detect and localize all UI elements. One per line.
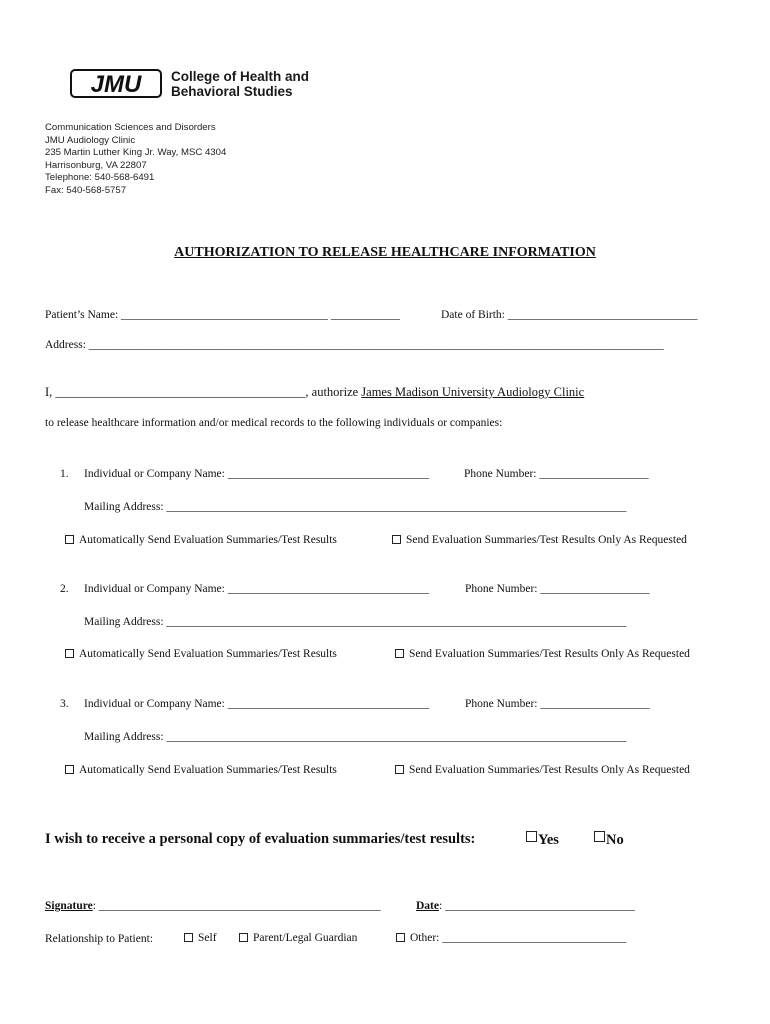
clinic-name: James Madison University Audiology Clinic xyxy=(361,385,585,399)
date-line[interactable]: : _________________________________ xyxy=(439,900,635,912)
recipient-mailing-field[interactable]: Mailing Address: ________________________________________________________________________________ xyxy=(84,501,627,513)
form-title: AUTHORIZATION TO RELEASE HEALTHCARE INFORMATION xyxy=(174,245,596,260)
recipient-mailing-field[interactable]: Mailing Address: ________________________________________________________________________________ xyxy=(84,731,627,743)
other-field[interactable]: Other: ________________________________ xyxy=(410,932,627,944)
recipient-name-field[interactable]: Individual or Company Name: ___________________________________ xyxy=(84,698,429,710)
recipient-phone-field[interactable]: Phone Number: ___________________ xyxy=(465,698,650,710)
clinic-address-block xyxy=(45,122,226,198)
relationship-label: Relationship to Patient: xyxy=(45,933,153,945)
requested-send-checkbox[interactable] xyxy=(395,649,404,658)
auto-send-option[interactable] xyxy=(65,534,337,546)
other-option[interactable] xyxy=(396,932,626,944)
recipient-mailing-field[interactable]: Mailing Address: ________________________________________________________________________________ xyxy=(84,616,627,628)
logo-wordmark: JMU xyxy=(90,71,142,98)
address-line: 235 Martin Luther King Jr. Way, MSC 4304 xyxy=(45,147,227,159)
yes-label: Yes xyxy=(538,832,559,848)
auto-send-checkbox[interactable] xyxy=(65,649,74,658)
recipient-name-field[interactable]: Individual or Company Name: ___________________________________ xyxy=(84,583,429,595)
address-line: JMU Audiology Clinic xyxy=(45,134,136,146)
guardian-option[interactable] xyxy=(239,932,357,944)
auto-send-label: Automatically Send Evaluation Summaries/Test Results xyxy=(79,648,337,660)
auto-send-checkbox[interactable] xyxy=(65,535,74,544)
release-statement: to release healthcare information and/or medical records to the following individuals or companies: xyxy=(45,417,503,429)
jmu-logo xyxy=(70,68,162,99)
yes-option[interactable] xyxy=(526,831,559,849)
auto-send-checkbox[interactable] xyxy=(65,765,74,774)
requested-send-option[interactable] xyxy=(392,534,687,546)
college-line-1: College of Health and xyxy=(171,69,310,84)
authorize-name-field[interactable]: I, ________________________________________, authorize xyxy=(45,385,359,399)
requested-send-checkbox[interactable] xyxy=(392,535,401,544)
requested-send-option[interactable] xyxy=(395,764,690,776)
auto-send-option[interactable] xyxy=(65,764,337,776)
recipient-number: 2. xyxy=(60,583,69,595)
recipient-number: 1. xyxy=(60,468,69,480)
guardian-checkbox[interactable] xyxy=(239,933,248,942)
requested-send-label: Send Evaluation Summaries/Test Results Only As Requested xyxy=(409,764,690,776)
date-label: Date xyxy=(416,900,439,912)
authorize-statement xyxy=(45,385,584,400)
guardian-label: Parent/Legal Guardian xyxy=(253,932,358,944)
recipient-phone-field[interactable]: Phone Number: ___________________ xyxy=(464,468,649,480)
self-checkbox[interactable] xyxy=(184,933,193,942)
college-line-2: Behavioral Studies xyxy=(171,84,293,99)
no-option[interactable] xyxy=(594,831,624,849)
other-checkbox[interactable] xyxy=(396,933,405,942)
requested-send-checkbox[interactable] xyxy=(395,765,404,774)
address-field[interactable]: Address: ____________________________________________________________________________________________________ xyxy=(45,339,664,351)
date-of-birth-field[interactable]: Date of Birth: _________________________________ xyxy=(441,309,698,321)
college-name xyxy=(171,69,309,99)
no-checkbox[interactable] xyxy=(594,831,605,842)
personal-copy-question: I wish to receive a personal copy of evaluation summaries/test results: xyxy=(45,831,476,847)
recipient-phone-field[interactable]: Phone Number: ___________________ xyxy=(465,583,650,595)
self-option[interactable] xyxy=(184,932,217,944)
requested-send-label: Send Evaluation Summaries/Test Results Only As Requested xyxy=(409,648,690,660)
address-line: Harrisonburg, VA 22807 xyxy=(45,159,147,171)
date-field[interactable] xyxy=(416,900,635,912)
recipient-name-field[interactable]: Individual or Company Name: ___________________________________ xyxy=(84,468,429,480)
address-line: Communication Sciences and Disorders xyxy=(45,122,216,133)
auto-send-label: Automatically Send Evaluation Summaries/Test Results xyxy=(79,534,337,546)
signature-label: Signature xyxy=(45,900,93,912)
self-label: Self xyxy=(198,932,217,944)
auto-send-label: Automatically Send Evaluation Summaries/Test Results xyxy=(79,764,337,776)
address-line: Fax: 540-568-5757 xyxy=(45,184,127,196)
requested-send-label: Send Evaluation Summaries/Test Results Only As Requested xyxy=(406,534,687,546)
patient-name-field[interactable]: Patient’s Name: ____________________________________ ____________ xyxy=(45,309,400,321)
address-line: Telephone: 540-568-6491 xyxy=(45,172,155,184)
recipient-number: 3. xyxy=(60,698,69,710)
signature-field[interactable] xyxy=(45,900,381,912)
signature-line[interactable]: : _________________________________________________ xyxy=(92,900,381,912)
auto-send-option[interactable] xyxy=(65,648,337,660)
no-label: No xyxy=(606,832,624,848)
requested-send-option[interactable] xyxy=(395,648,690,660)
yes-checkbox[interactable] xyxy=(526,831,537,842)
